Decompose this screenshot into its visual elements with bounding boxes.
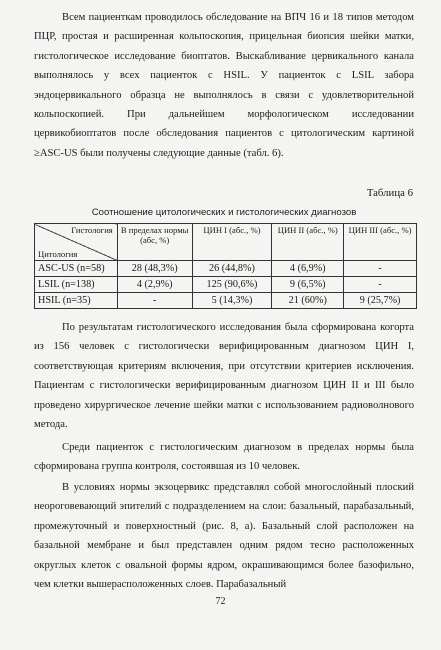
header-cin2: ЦИН II (абс., %) (272, 224, 344, 261)
header-normal: В пределах нормы (абс, %) (117, 224, 192, 261)
paragraph-3: Среди пациенток с гистологическим диагнозом в пределах нормы была сформирована группа контроля, состоявшая из 10 человек. (34, 442, 414, 473)
row-label: ASC-US (n=58) (35, 261, 118, 277)
diagnosis-table (34, 223, 417, 309)
table-cell: 4 (2,9%) (117, 277, 192, 293)
table-cell: 5 (14,3%) (192, 293, 272, 309)
paragraph-4: В условиях нормы экзоцервикс представлял собой многослойный плоский неороговевающий эпителий с подразделением на слои: базальный, парабазальный, промежуточный и поверхностный (рис. 8, а). Базальный слой расположен на базальной мембране и был представлен одним рядом тесно расположенных округлых клеток с овальной формы ядром, окрашивающимся более базофильно, чем клетки вышерасположенных слоев. Парабазальный (34, 482, 414, 591)
table-cell: 28 (48,3%) (117, 261, 192, 277)
row-label: LSIL (n=138) (35, 277, 118, 293)
paragraph-1: Всем пациенткам проводилось обследование на ВПЧ 16 и 18 типов методом ПЦР, простая и расширенная кольпоскопия, прицельная биопсия шейки матки, гистологическое исследование биоптатов. Выскабливание цервикального канала выполнялось у всех пациенток с HSIL. У пациенток с LSIL забора эндоцервикального образца не выполнялось в связи с удовлетворительной кольпоскопией. При дальнейшем морфологическом исследовании цервикобиоптатов после обследования пациентов с цитологическим картиной ≥ASC-US были получены следующие данные (табл. 6). (34, 12, 414, 159)
table-cell: 9 (6,5%) (272, 277, 344, 293)
table-label: Таблица 6 (366, 187, 413, 199)
table-row (35, 293, 417, 309)
table-cell: 125 (90,6%) (192, 277, 272, 293)
table-row (35, 261, 417, 277)
table-cell: - (344, 261, 417, 277)
table-cell: 9 (25,7%) (344, 293, 417, 309)
table-cell: 21 (60%) (272, 293, 344, 309)
table-cell: 4 (6,9%) (272, 261, 344, 277)
header-cin1: ЦИН I (абс., %) (192, 224, 272, 261)
table-title: Соотношение цитологических и гистологических диагнозов (91, 207, 357, 218)
corner-header-cell (35, 224, 118, 261)
table-header-row (35, 224, 417, 261)
header-cin3: ЦИН III (абс., %) (344, 224, 417, 261)
table-row (35, 277, 417, 293)
row-label: HSIL (n=35) (35, 293, 118, 309)
corner-histology-label: Гистология (71, 225, 113, 235)
corner-cytology-label: Цитология (38, 249, 78, 259)
table-cell: - (344, 277, 417, 293)
table-cell: - (117, 293, 192, 309)
table-cell: 26 (44,8%) (192, 261, 272, 277)
page-number: 72 (215, 596, 226, 607)
paragraph-2: По результатам гистологического исследования была сформирована когорта из 156 человек с гистологически верифицированным диагнозом ЦИН I, соответствующая критериям включения, при отсутствии критериев исключения. Пациентам с гистологически верифицированным диагнозом ЦИН II и III было проведено хирургическое лечение шейки матки с использованием радиоволнового метода. (34, 322, 414, 431)
